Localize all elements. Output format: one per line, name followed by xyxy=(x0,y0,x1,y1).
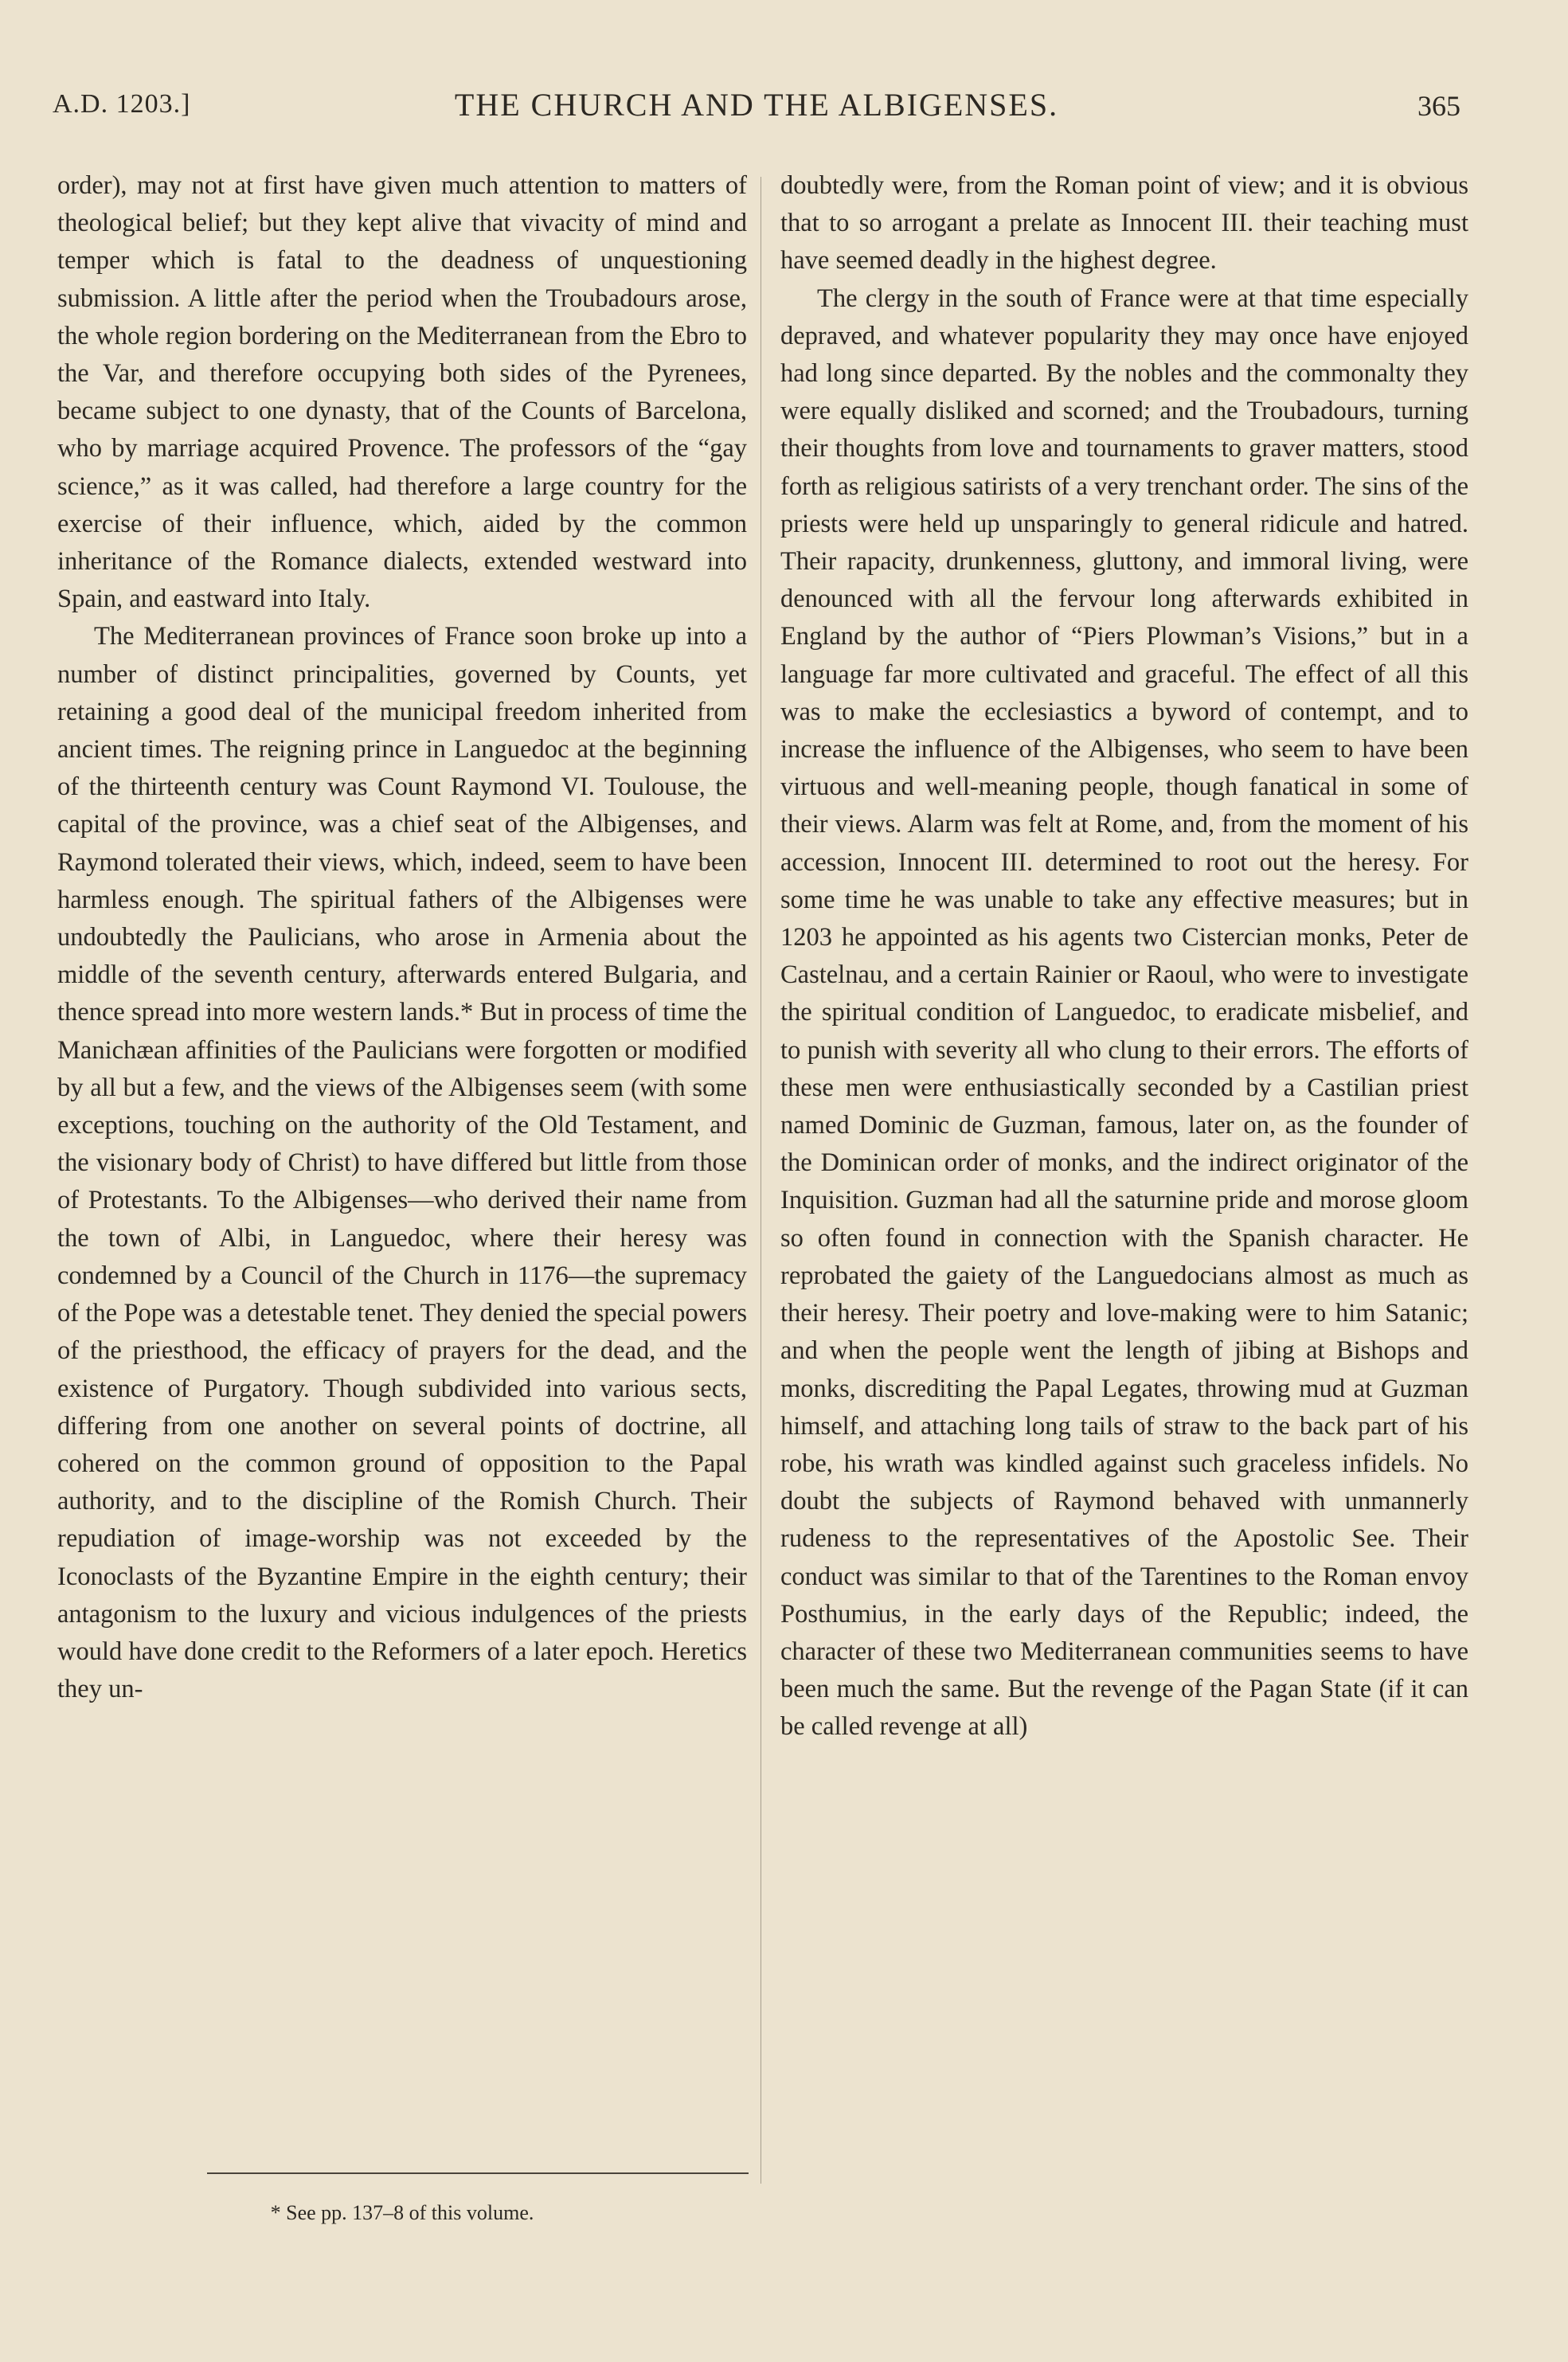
header-title: THE CHURCH AND THE ALBIGENSES. xyxy=(454,87,1059,123)
footnote-rule xyxy=(207,2172,749,2174)
left-paragraph-2: The Mediterranean provinces of France soon broke up into a number of distinct principalities, governed by Counts, yet retaining a good deal of the municipal freedom inherited from ancient times. The reigning prince in Languedoc at the beginning of the thirteenth century was Count Raymond VI. Toulouse, the capital of the province, was a chief seat of the Albigenses, and Raymond tolerated their views, which, indeed, seem to have been harmless enough. The spiritual fathers of the Albigenses were undoubtedly the Paulicians, who arose in Armenia about the middle of the seventh century, afterwards entered Bulgaria, and thence spread into more western lands.* But in process of time the Manichæan affinities of the Paulicians were forgotten or modified by all but a few, and the views of the Albigenses seem (with some exceptions, touching on the authority of the Old Testament, and the visionary body of Christ) to have differed but little from those of Protestants. To the Albigenses—who derived their name from the town of Albi, in Languedoc, where their heresy was condemned by a Council of the Church in 1176—the supremacy of the Pope was a detestable tenet. They denied the special powers of the priesthood, the efficacy of prayers for the dead, and the existence of Purgatory. Though subdivided into various sects, differing from one another on several points of doctrine, all cohered on the common ground of opposition to the Papal authority, and to the discipline of the Romish Church. Their repudiation of image-worship was not exceeded by the Iconoclasts of the Byzantine Empire in the eighth century; their antagonism to the luxury and vicious indulgences of the priests would have done credit to the Reformers of a later epoch. Heretics they un- xyxy=(57,622,747,1704)
running-header xyxy=(53,89,1460,137)
footnote: * See pp. 137–8 of this volume. xyxy=(270,2201,534,2224)
page-number: 365 xyxy=(1417,90,1460,122)
right-column xyxy=(780,167,1468,1746)
left-column xyxy=(57,167,747,1708)
left-paragraph-1: order), may not at first have given much attention to matters of theological belief; but they kept alive that vivacity of mind and temper which is fatal to the deadness of unquestioning submission. A little after the period when the Troubadours arose, the whole region bordering on the Mediterranean from the Ebro to the Var, and therefore occupying both sides of the Pyrenees, became subject to one dynasty, that of the Counts of Barcelona, who by marriage acquired Provence. The professors of the “gay science,” as it was called, had therefore a large country for the exercise of their influence, which, aided by the common inheritance of the Romance dialects, extended westward into Spain, and eastward into Italy. xyxy=(57,171,747,614)
right-paragraph-2: The clergy in the south of France were at that time especially depraved, and whatever popularity they may once have enjoyed had long since departed. By the nobles and the commonalty they were equally disliked and scorned; and the Troubadours, turning their thoughts from love and tournaments to graver matters, stood forth as religious satirists of a very trenchant order. The sins of the priests were held up unsparingly to general ridicule and hatred. Their rapacity, drunkenness, gluttony, and immoral living, were denounced with all the fervour long afterwards exhibited in England by the author of “Piers Plowman’s Visions,” but in a language far more cultivated and graceful. The effect of all this was to make the ecclesiastics a byword of contempt, and to increase the influence of the Albigenses, who seem to have been virtuous and well-meaning people, though fanatical in some of their views. Alarm was felt at Rome, and, from the moment of his accession, Innocent III. determined to root out the heresy. For some time he was unable to take any effective measures; but in 1203 he appointed as his agents two Cistercian monks, Peter de Castelnau, and a certain Rainier or Raoul, who were to investigate the spiritual condition of Languedoc, to eradicate misbelief, and to punish with severity all who clung to their errors. The efforts of these men were enthusiastically seconded by a Castilian priest named Dominic de Guzman, famous, later on, as the founder of the Dominican order of monks, and the indirect originator of the Inquisition. Guzman had all the saturnine pride and morose gloom so often found in connection with the Spanish character. He reprobated the gaiety of the Languedocians almost as much as their heresy. Their poetry and love-making were to him Satanic; and when the people went the length of jibing at Bishops and monks, discrediting the Papal Legates, throwing mud at Guzman himself, and attaching long tails of straw to the back part of his robe, his wrath was kindled against such graceless infidels. No doubt the subjects of Raymond behaved with unmannerly rudeness to the representatives of the Apostolic See. Their conduct was similar to that of the Tarentines to the Roman envoy Posthumius, in the early days of the Republic; indeed, the character of these two Mediterranean communities seems to have been much the same. But the revenge of the Pagan State (if it can be called revenge at all) xyxy=(780,284,1468,1742)
header-date: A.D. 1203.] xyxy=(53,89,191,119)
right-paragraph-1: doubtedly were, from the Roman point of view; and it is obvious that to so arrogant a prelate as Innocent III. their teaching must have seemed deadly in the highest degree. xyxy=(780,171,1468,276)
